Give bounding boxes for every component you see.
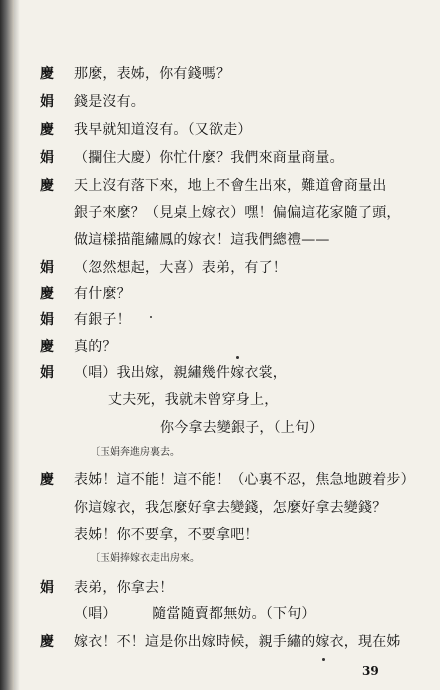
line-text: 有銀子！ (74, 312, 131, 328)
stage-direction (0, 552, 440, 578)
script-line (0, 498, 440, 524)
stage-direction-text: 〔玉娟捧嫁衣走出房來。 (90, 553, 200, 564)
script-line (0, 148, 440, 174)
print-speck (322, 658, 325, 661)
line-text: （唱）我出嫁，親繡幾件嫁衣裳， (74, 365, 287, 381)
line-text: （忽然想起，大喜）表弟，有了！ (74, 260, 287, 276)
line-text: 表弟，你拿去！ (74, 580, 174, 596)
script-line (0, 418, 440, 444)
line-text: 銀子來麼？（見桌上嫁衣）嘿！偏偏這花家隨了頭， (74, 205, 401, 221)
script-line (0, 470, 440, 496)
speaker-label: 慶 (40, 286, 54, 302)
speaker-label: 娟 (40, 94, 54, 110)
line-text: 錢是沒有。 (74, 94, 145, 110)
line-text: 你今拿去變銀子，（上句） (160, 420, 324, 436)
line-text: 做這樣描龍繡鳳的嫁衣！這我們總禮—— (74, 232, 330, 248)
script-line (0, 203, 440, 229)
script-line (0, 64, 440, 90)
script-line (0, 120, 440, 146)
speaker-label: 慶 (40, 66, 54, 82)
line-text: 表姊！這不能！這不能！（心裏不忍，焦急地踱着步） (74, 472, 415, 488)
speaker-label: 慶 (40, 634, 54, 650)
print-speck (150, 316, 152, 318)
speaker-label: 娟 (40, 150, 54, 166)
speaker-label: 慶 (40, 339, 54, 355)
script-line (0, 578, 440, 604)
line-text: （唱） 隨當隨賣都無妨。（下句） (74, 606, 316, 622)
script-line (0, 284, 440, 310)
script-line (0, 363, 440, 389)
script-line (0, 176, 440, 202)
speaker-label: 娟 (40, 365, 54, 381)
line-text: 真的？ (74, 339, 117, 355)
script-line (0, 310, 440, 336)
script-line (0, 337, 440, 363)
script-line (0, 258, 440, 284)
line-text: （攔住大慶）你忙什麼？我們來商量商量。 (74, 150, 344, 166)
line-text: 你這嫁衣，我怎麼好拿去變錢，怎麼好拿去變錢？ (74, 500, 387, 516)
line-text: 天上沒有落下來，地上不會生出來，難道會商量出 (74, 178, 387, 194)
speaker-label: 慶 (40, 178, 54, 194)
script-line (0, 604, 440, 630)
line-text: 我早就知道沒有。（又欲走） (74, 122, 252, 138)
script-line (0, 525, 440, 551)
speaker-label: 娟 (40, 260, 54, 276)
script-line (0, 390, 440, 416)
script-line (0, 230, 440, 256)
page-number: 39 (362, 664, 379, 678)
line-text: 嫁衣！不！這是你出嫁時候，親手繡的嫁衣，現在姊 (74, 634, 401, 650)
line-text: 那麼，表姊，你有錢嗎？ (74, 66, 231, 82)
script-line (0, 632, 440, 658)
line-text: 有什麼？ (74, 286, 131, 302)
print-speck (236, 356, 239, 359)
stage-direction (0, 446, 440, 472)
script-line (0, 92, 440, 118)
line-text: 表姊！你不要拿，不要拿吧！ (74, 527, 259, 543)
speaker-label: 娟 (40, 580, 54, 596)
line-text: 丈夫死，我就未曾穿身上， (108, 392, 279, 408)
speaker-label: 慶 (40, 122, 54, 138)
stage-direction-text: 〔玉娟奔進房裏去。 (90, 447, 180, 458)
speaker-label: 慶 (40, 472, 54, 488)
speaker-label: 娟 (40, 312, 54, 328)
